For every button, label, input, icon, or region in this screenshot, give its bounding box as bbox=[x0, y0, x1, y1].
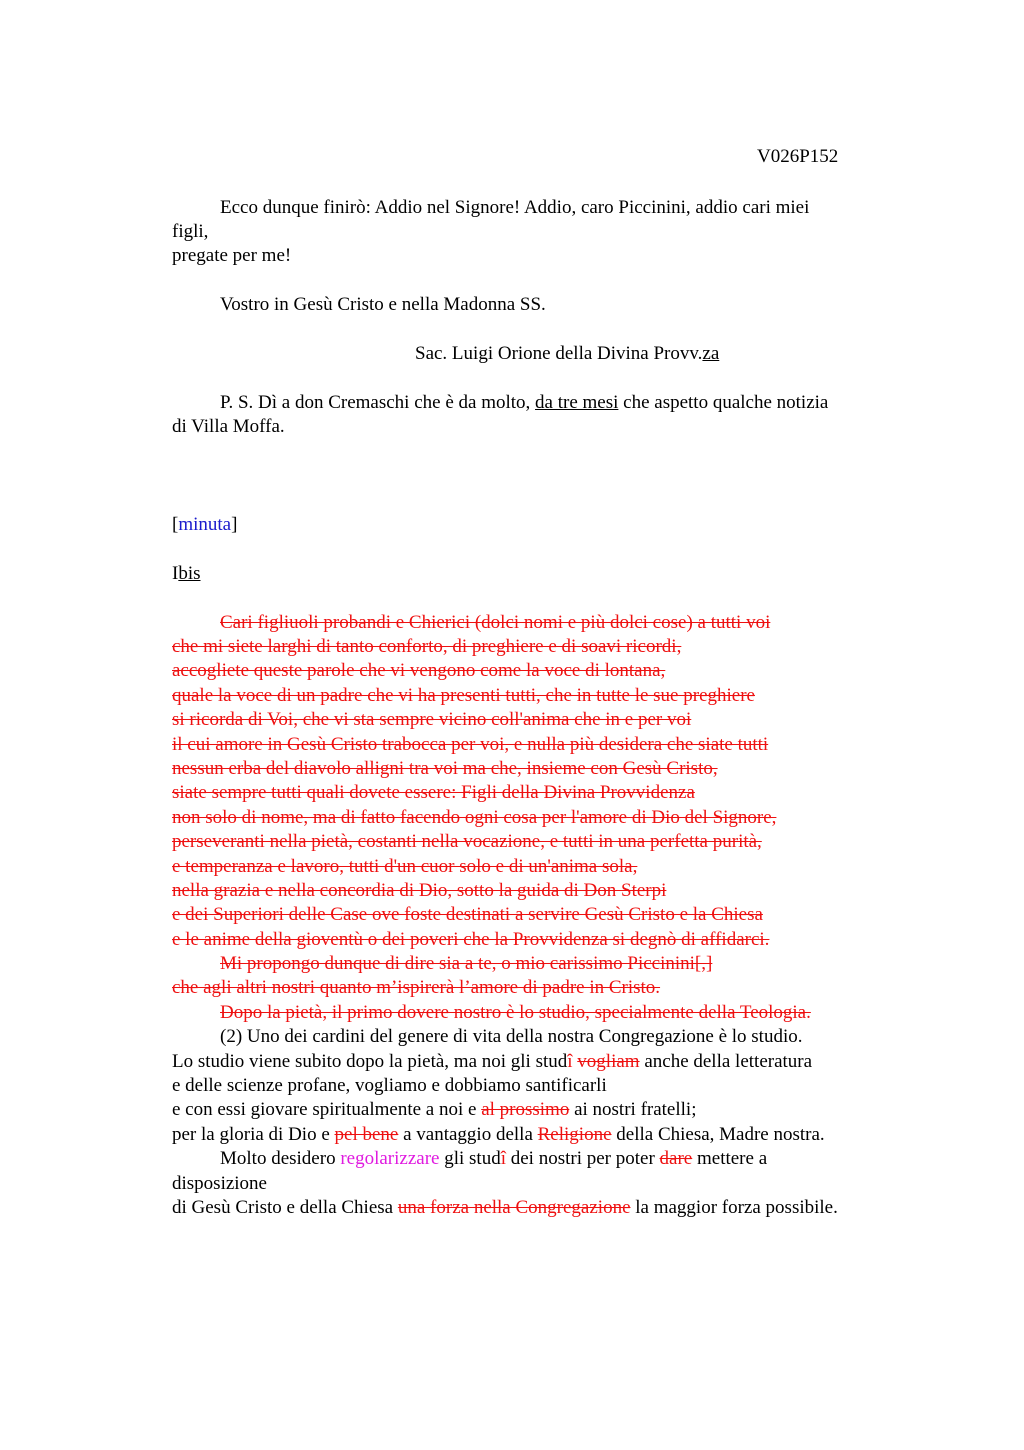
postscript-underlined: da tre mesi bbox=[535, 392, 619, 413]
signature bbox=[415, 343, 719, 365]
struck-line: accogliete queste parole che vi vengono come la voce di lontana, bbox=[172, 660, 666, 681]
body-line bbox=[172, 1051, 812, 1073]
body-text: ai nostri fratelli; bbox=[569, 1099, 697, 1120]
inserted-mark: î bbox=[567, 1051, 573, 1072]
closing-line: Ecco dunque finirò: Addio nel Signore! Addio, caro Piccinini, addio cari miei bbox=[220, 197, 810, 218]
body-line bbox=[220, 1148, 767, 1170]
deleted-word: al prossimo bbox=[481, 1099, 570, 1120]
body-text: gli stud bbox=[439, 1148, 501, 1169]
body-text: Lo studio viene subito dopo la pietà, ma noi gli stud bbox=[172, 1051, 568, 1072]
struck-line: Cari figliuoli probandi e Chierici (dolci nomi e più dolci cose) a tutti voi bbox=[220, 612, 771, 633]
body-line: e delle scienze profane, vogliamo e dobbiamo santificarli bbox=[172, 1075, 607, 1096]
bracket: [ bbox=[172, 514, 179, 535]
body-text: dei nostri per poter bbox=[505, 1148, 660, 1169]
struck-line: e dei Superiori delle Case ove foste destinati a servire Gesù Cristo e la Chiesa bbox=[172, 904, 763, 925]
struck-line: si ricorda di Voi, che vi sta sempre vicino coll'anima che in e per voi bbox=[172, 709, 692, 730]
struck-line: e temperanza e lavoro, tutti d'un cuor solo e di un'anima sola, bbox=[172, 856, 638, 877]
struck-line: perseveranti nella pietà, costanti nella vocazione, e tutti in una perfetta purità, bbox=[172, 831, 762, 852]
struck-line: quale la voce di un padre che vi ha presenti tutti, che in tutte le sue preghiere bbox=[172, 685, 755, 706]
signature-text: Sac. Luigi Orione della Divina Provv. bbox=[415, 343, 703, 364]
body-text: la maggior forza possibile. bbox=[630, 1197, 838, 1218]
signature-abbreviation: za bbox=[702, 343, 720, 364]
deleted-word: vogliam bbox=[577, 1051, 640, 1072]
body-text: per la gloria di Dio e bbox=[172, 1124, 335, 1145]
body-text: della Chiesa, Madre nostra. bbox=[611, 1124, 825, 1145]
postscript-line bbox=[220, 392, 828, 414]
minuta-word: minuta bbox=[178, 514, 232, 535]
minuta-label bbox=[172, 514, 237, 536]
body-line bbox=[172, 1099, 696, 1121]
postscript-text: P. S. Dì a don Cremaschi che è da molto, bbox=[220, 392, 536, 413]
closing-line: pregate per me! bbox=[172, 245, 292, 266]
deleted-phrase: una forza nella Congregazione bbox=[397, 1197, 631, 1218]
deleted-word: pel bene bbox=[334, 1124, 399, 1145]
struck-line: non solo di nome, ma di fatto facendo ogni cosa per l'amore di Dio del Signore, bbox=[172, 807, 777, 828]
bracket: ] bbox=[231, 514, 238, 535]
deleted-word: dare bbox=[659, 1148, 693, 1169]
page-reference: V026P152 bbox=[757, 146, 839, 167]
struck-line: il cui amore in Gesù Cristo trabocca per voi, e nulla più desidera che siate tutti bbox=[172, 734, 769, 755]
struck-line: che agli altri nostri quanto m’ispirerà l’amore di padre in Cristo. bbox=[172, 977, 661, 998]
body-line: (2) Uno dei cardini del genere di vita della nostra Congregazione è lo studio. bbox=[220, 1026, 803, 1047]
body-line bbox=[172, 1197, 838, 1219]
section-bis: bis bbox=[178, 563, 201, 584]
body-text: e con essi giovare spiritualmente a noi e bbox=[172, 1099, 482, 1120]
struck-line: e le anime della gioventù o dei poveri che la Provvidenza si degnò di affidarci. bbox=[172, 929, 770, 950]
struck-line: Mi propongo dunque di dire sia a te, o mio carissimo Piccinini[,] bbox=[220, 953, 713, 974]
inserted-mark: î bbox=[500, 1148, 506, 1169]
struck-line: che mi siete larghi di tanto conforto, di preghiere e di soavi ricordi, bbox=[172, 636, 682, 657]
body-line bbox=[172, 1124, 825, 1146]
struck-line: siate sempre tutti quali dovete essere: Figli della Divina Provvidenza bbox=[172, 782, 695, 803]
postscript-line: di Villa Moffa. bbox=[172, 416, 285, 437]
section-letter: I bbox=[172, 563, 179, 584]
body-text: mettere a bbox=[692, 1148, 768, 1169]
inserted-word: regolarizzare bbox=[340, 1148, 440, 1169]
body-text: a vantaggio della bbox=[398, 1124, 538, 1145]
body-text: anche della letteratura bbox=[639, 1051, 813, 1072]
postscript-text: che aspetto qualche notizia bbox=[618, 392, 829, 413]
body-line: disposizione bbox=[172, 1173, 267, 1194]
body-text: di Gesù Cristo e della Chiesa bbox=[172, 1197, 398, 1218]
closing-line: figli, bbox=[172, 221, 209, 242]
body-text: Molto desidero bbox=[220, 1148, 341, 1169]
closing-salutation: Vostro in Gesù Cristo e nella Madonna SS. bbox=[220, 294, 546, 315]
struck-line: nessun erba del diavolo alligni tra voi ma che, insieme con Gesù Cristo, bbox=[172, 758, 718, 779]
struck-line: nella grazia e nella concordia di Dio, sotto la guida di Don Sterpi bbox=[172, 880, 667, 901]
struck-line: Dopo la pietà, il primo dovere nostro è lo studio, specialmente della Teologia. bbox=[220, 1002, 811, 1023]
deleted-word: Religione bbox=[537, 1124, 612, 1145]
section-mark bbox=[172, 563, 201, 585]
